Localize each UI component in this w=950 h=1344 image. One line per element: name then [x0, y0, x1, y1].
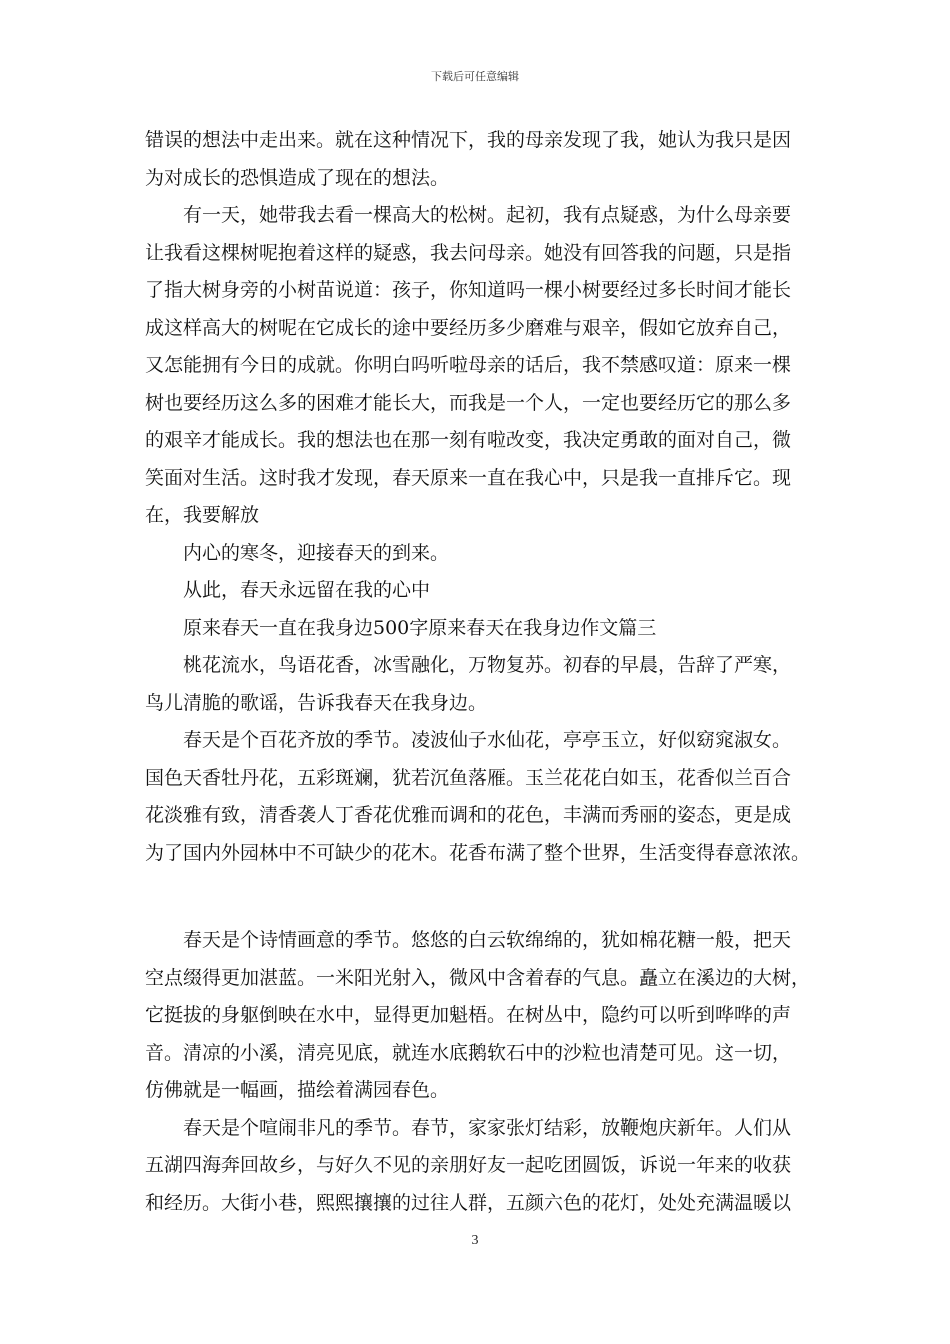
text-line: 原来春天一直在我身边500字原来春天在我身边作文篇三 — [183, 616, 657, 639]
text-line: 了指大树身旁的小树苗说道：孩子，你知道吗一棵小树要经过多长时间才能长 — [145, 279, 792, 301]
page-number: 3 — [471, 1233, 479, 1248]
paragraph — [145, 1110, 825, 1223]
text-line: 和经历。大街小巷，熙熙攘攘的过往人群，五颜六色的花灯，处处充满温暖以 — [145, 1191, 792, 1214]
text-line: 桃花流水，鸟语花香，冰雪融化，万物复苏。初春的早晨，告辞了严寒， — [183, 654, 792, 676]
section-heading — [145, 610, 825, 648]
text-line: 春天是个百花齐放的季节。凌波仙子水仙花，亭亭玉立，好似窈窕淑女。 — [183, 729, 792, 751]
paragraph-spacer — [145, 872, 825, 922]
text-line: 国色天香牡丹花，五彩斑斓，犹若沉鱼落雁。玉兰花花白如玉，花香似兰百合 — [145, 766, 792, 789]
text-line: 让我看这棵树呢抱着这样的疑惑，我去问母亲。她没有回答我的问题，只是指 — [145, 241, 792, 264]
text-line: 为了国内外园林中不可缺少的花木。花香布满了整个世界，生活变得春意浓浓。 — [145, 841, 811, 864]
text-line: 的艰辛才能成长。我的想法也在那一刻有啦改变，我决定勇敢的面对自己，微 — [145, 429, 792, 451]
paragraph — [145, 647, 825, 722]
text-line: 为对成长的恐惧造成了现在的想法。 — [145, 166, 450, 189]
paragraph — [145, 122, 825, 197]
text-line: 春天是个喧闹非凡的季节。春节，家家张灯结彩，放鞭炮庆新年。人们从 — [183, 1116, 792, 1139]
paragraph — [145, 535, 825, 573]
text-line: 仿佛就是一幅画，描绘着满园春色。 — [145, 1079, 450, 1101]
paragraph — [145, 922, 825, 1110]
document-body — [145, 122, 825, 1222]
text-line: 春天是个诗情画意的季节。悠悠的白云软绵绵的，犹如棉花糖一般，把天 — [183, 929, 792, 951]
page-header: 下载后可任意编辑 — [431, 70, 519, 83]
text-line: 成这样高大的树呢在它成长的途中要经历多少磨难与艰辛，假如它放弃自己， — [145, 316, 792, 339]
text-line: 树也要经历这么多的困难才能长大，而我是一个人，一定也要经历它的那么多 — [145, 391, 792, 414]
text-line: 五湖四海奔回故乡，与好久不见的亲朋好友一起吃团圆饭，诉说一年来的收获 — [145, 1154, 792, 1176]
text-line: 笑面对生活。这时我才发现，春天原来一直在我心中，只是我一直排斥它。现 — [145, 466, 792, 489]
text-line: 鸟儿清脆的歌谣，告诉我春天在我身边。 — [145, 691, 488, 714]
paragraph — [145, 572, 825, 610]
text-line: 有一天，她带我去看一棵高大的松树。起初，我有点疑惑，为什么母亲要 — [183, 204, 792, 226]
text-line: 错误的想法中走出来。就在这种情况下，我的母亲发现了我，她认为我只是因 — [145, 129, 792, 151]
text-line: 花淡雅有致，清香袭人丁香花优雅而调和的花色，丰满而秀丽的姿态，更是成 — [145, 804, 792, 826]
text-line: 又怎能拥有今日的成就。你明白吗听啦母亲的话后，我不禁感叹道：原来一棵 — [145, 354, 792, 376]
text-line: 空点缀得更加湛蓝。一米阳光射入，微风中含着春的气息。矗立在溪边的大树， — [145, 966, 811, 989]
text-line: 从此，春天永远留在我的心中 — [183, 579, 431, 601]
text-line: 它挺拔的身躯倒映在水中，显得更加魁梧。在树丛中，隐约可以听到哗哗的声 — [145, 1004, 792, 1026]
text-line: 在，我要解放 — [145, 504, 260, 526]
text-line: 音。清凉的小溪，清亮见底，就连水底鹅软石中的沙粒也清楚可见。这一切， — [145, 1041, 792, 1064]
paragraph — [145, 722, 825, 872]
paragraph — [145, 197, 825, 535]
text-line: 内心的寒冬，迎接春天的到来。 — [183, 541, 450, 564]
